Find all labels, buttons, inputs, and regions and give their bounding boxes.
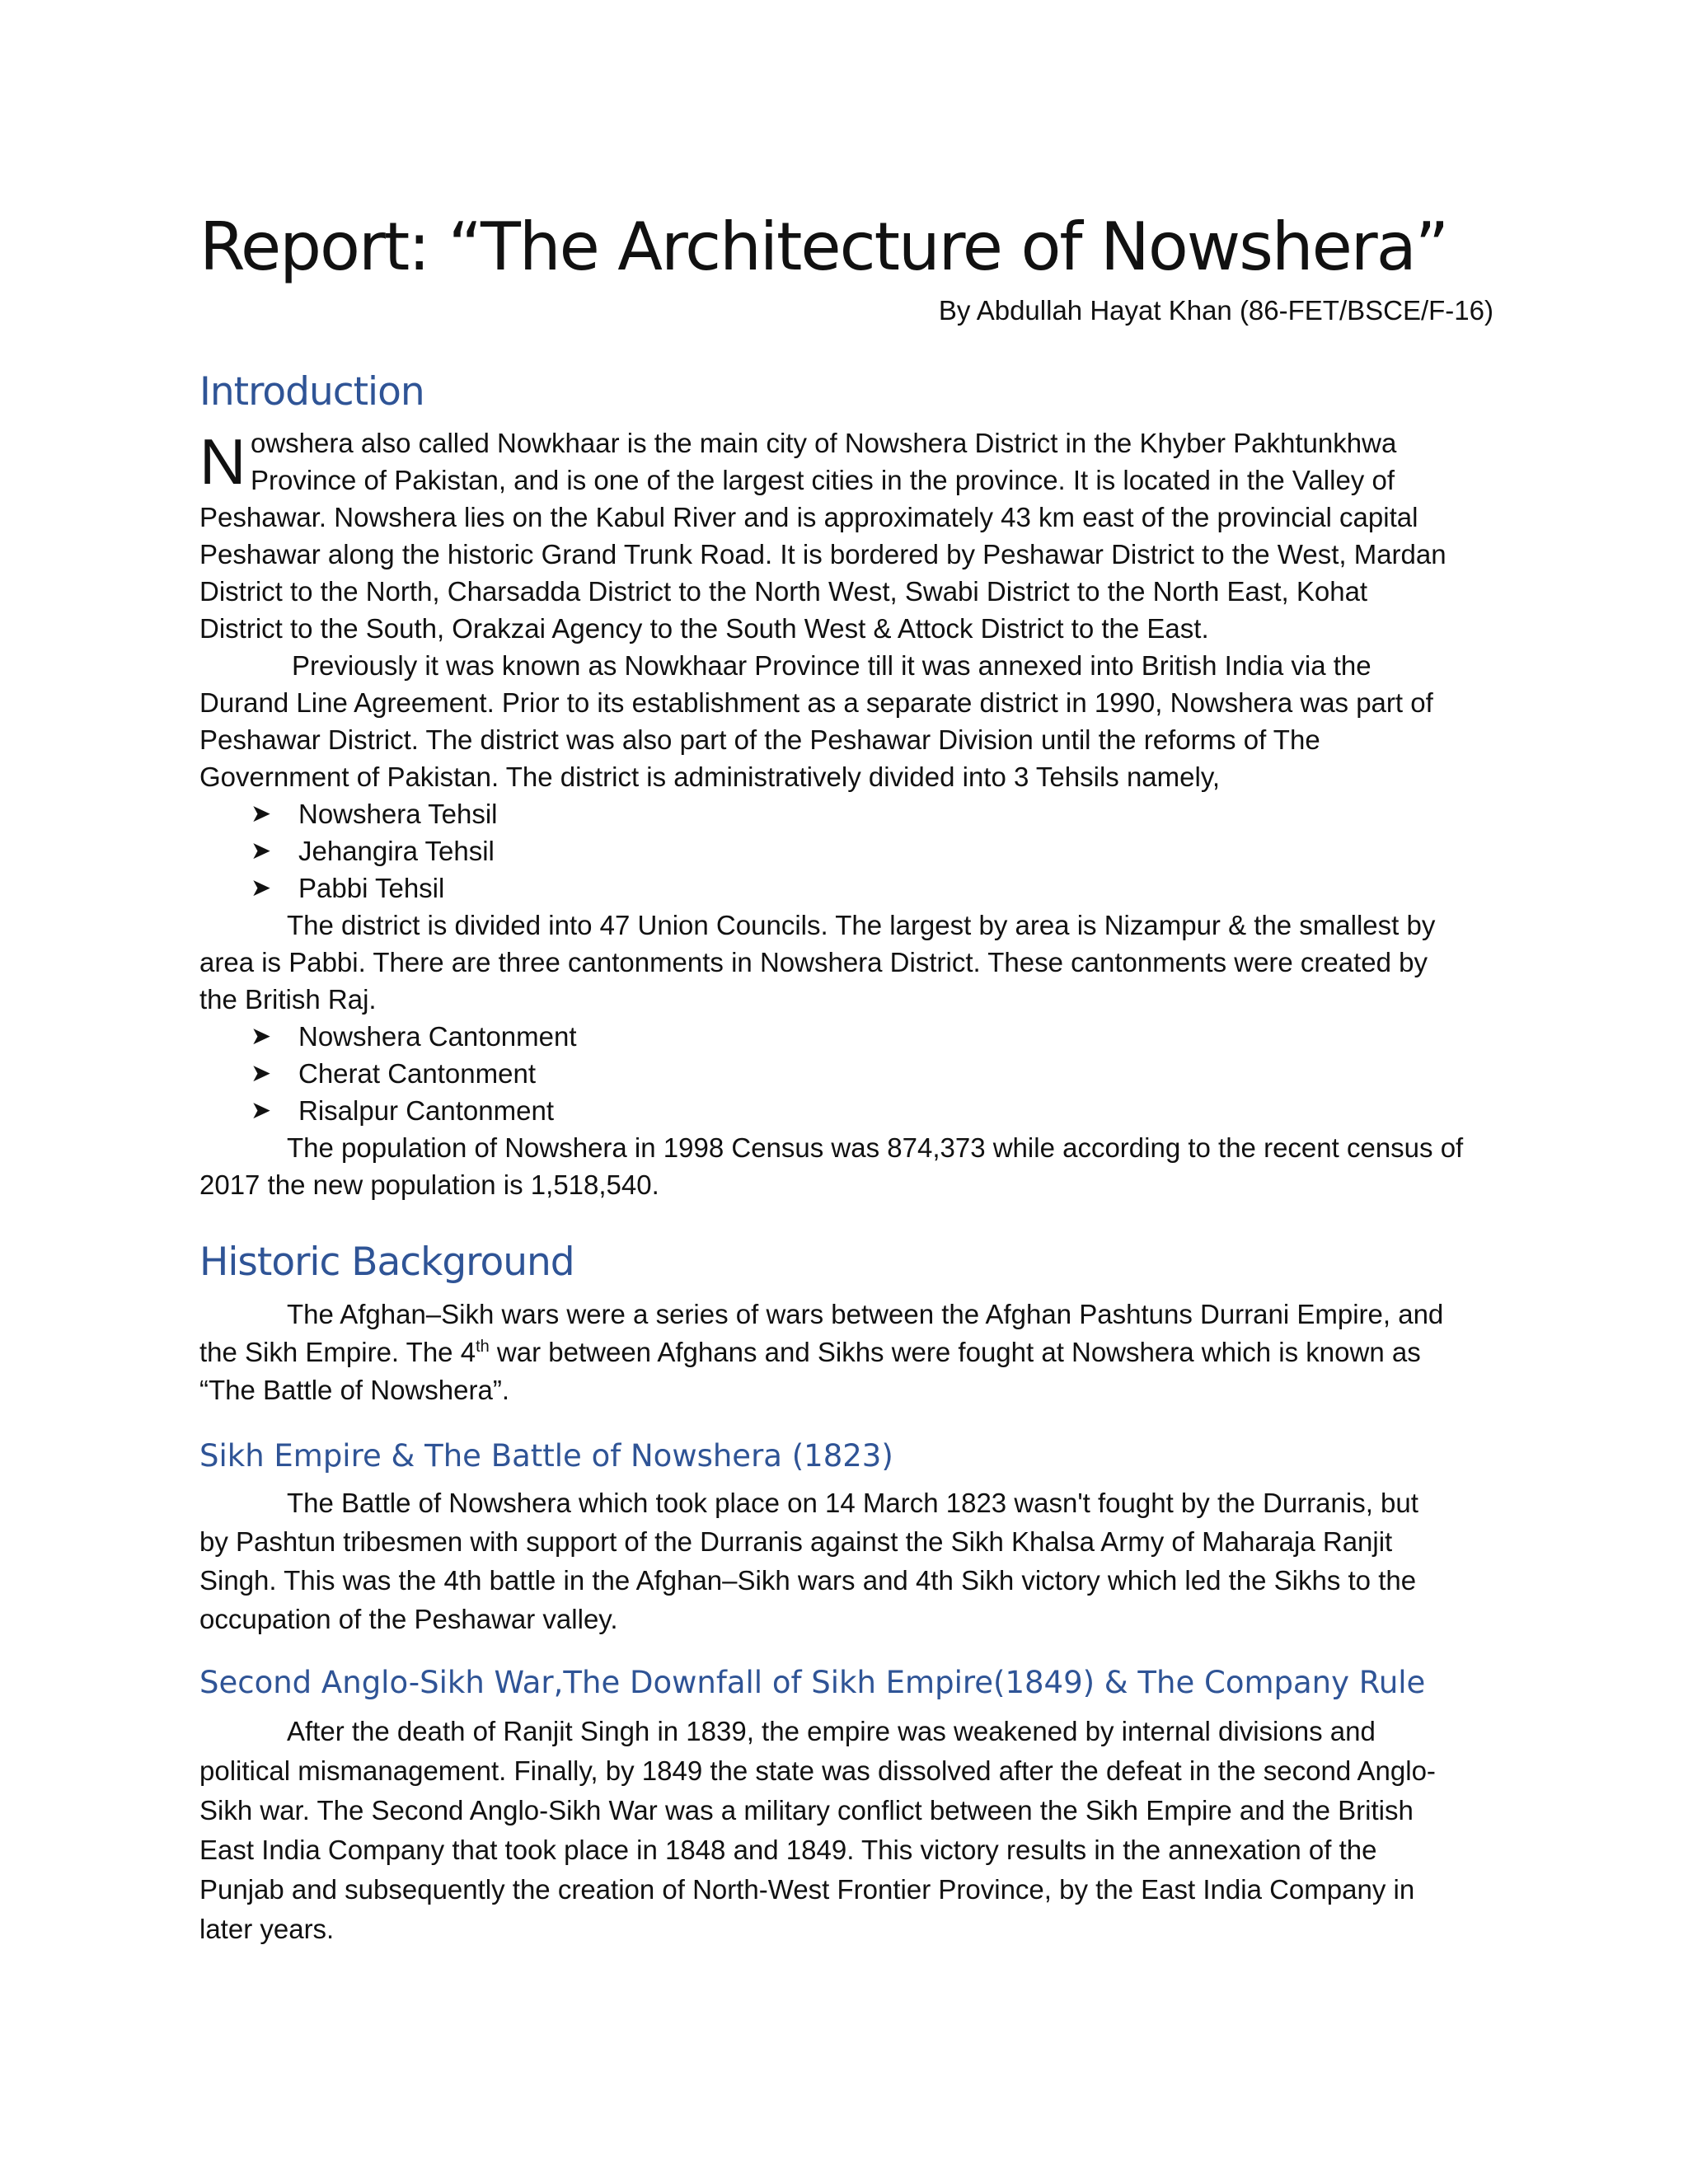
anglo-line: After the death of Ranjit Singh in 1839, the empire was weakened by internal divisions and <box>287 1716 1376 1746</box>
arrow-bullet-icon: ➤ <box>251 800 272 827</box>
arrow-bullet-icon: ➤ <box>251 874 272 902</box>
anglo-line: Sikh war. The Second Anglo-Sikh War was a military conflict between the Sikh Empire and the British <box>199 1795 1414 1825</box>
arrow-bullet-icon: ➤ <box>251 837 272 865</box>
intro-line: 2017 the new population is 1,518,540. <box>199 1169 659 1200</box>
anglo-line: East India Company that took place in 1848 and 1849. This victory results in the annexation of the <box>199 1835 1377 1865</box>
list-item: Cherat Cantonment <box>298 1058 536 1089</box>
anglo-line: political mismanagement. Finally, by 1849 the state was dissolved after the defeat in the second Anglo- <box>199 1755 1436 1786</box>
historic-line: The Afghan–Sikh wars were a series of wars between the Afghan Pashtuns Durrani Empire, and <box>287 1299 1444 1329</box>
intro-line: Durand Line Agreement. Prior to its establishment as a separate district in 1990, Nowshera was part of <box>199 687 1433 718</box>
anglo-line: later years. <box>199 1914 335 1944</box>
list-item: Jehangira Tehsil <box>298 836 495 866</box>
arrow-bullet-icon: ➤ <box>251 1097 272 1124</box>
intro-line: The district is divided into 47 Union Councils. The largest by area is Nizampur & the smallest by <box>287 910 1436 940</box>
anglo-line: Punjab and subsequently the creation of North-West Frontier Province, by the East India Company in <box>199 1874 1415 1905</box>
intro-line: The population of Nowshera in 1998 Census was 874,373 while according to the recent census of <box>287 1132 1464 1163</box>
list-item: Nowshera Cantonment <box>298 1021 577 1052</box>
intro-line: District to the North, Charsadda District to the North West, Swabi District to the North East, Kohat <box>199 576 1368 607</box>
introduction-heading: Introduction <box>199 369 424 415</box>
intro-line: Province of Pakistan, and is one of the largest cities in the province. It is located in the Valley of <box>251 465 1395 495</box>
battle-line: The Battle of Nowshera which took place on 14 March 1823 wasn't fought by the Durranis, but <box>287 1488 1418 1518</box>
battle-line: by Pashtun tribesmen with support of the Durranis against the Sikh Khalsa Army of Maharaja Ranjit <box>199 1526 1393 1557</box>
anglo-sikh-subheading: Second Anglo-Sikh War,The Downfall of Sikh Empire(1849) & The Company Rule <box>199 1665 1426 1700</box>
battle-subheading: Sikh Empire & The Battle of Nowshera (1823) <box>199 1438 893 1474</box>
intro-line: Peshawar along the historic Grand Trunk Road. It is bordered by Peshawar District to the West, Mardan <box>199 539 1447 569</box>
intro-line: Peshawar District. The district was also part of the Peshawar Division until the reforms of The <box>199 724 1320 755</box>
arrow-bullet-icon: ➤ <box>251 1060 272 1087</box>
battle-line: occupation of the Peshawar valley. <box>199 1604 618 1634</box>
intro-line: Previously it was known as Nowkhaar Province till it was annexed into British India via the <box>292 650 1372 681</box>
intro-line: owshera also called Nowkhaar is the main city of Nowshera District in the Khyber Pakhtunkhwa <box>251 428 1397 458</box>
list-item: Risalpur Cantonment <box>298 1095 554 1126</box>
arrow-bullet-icon: ➤ <box>251 1023 272 1050</box>
historic-background-heading: Historic Background <box>199 1240 574 1285</box>
report-title: Report: “The Architecture of Nowshera” <box>199 209 1448 285</box>
author-byline: By Abdullah Hayat Khan (86-FET/BSCE/F-16) <box>938 295 1493 326</box>
intro-line: Government of Pakistan. The district is administratively divided into 3 Tehsils namely, <box>199 762 1221 792</box>
drop-cap: N <box>199 425 246 498</box>
list-item: Nowshera Tehsil <box>298 799 498 829</box>
list-item: Pabbi Tehsil <box>298 873 445 903</box>
historic-line: “The Battle of Nowshera”. <box>199 1375 509 1405</box>
historic-line: the Sikh Empire. The 4th war between Afghans and Sikhs were fought at Nowshera which is known as <box>199 1337 1421 1367</box>
intro-line: the British Raj. <box>199 984 377 1015</box>
intro-line: District to the South, Orakzai Agency to the South West & Attock District to the East. <box>199 613 1209 644</box>
intro-line: area is Pabbi. There are three cantonments in Nowshera District. These cantonments were created by <box>199 947 1428 977</box>
battle-line: Singh. This was the 4th battle in the Afghan–Sikh wars and 4th Sikh victory which led the Sikhs to the <box>199 1565 1417 1596</box>
intro-line: Peshawar. Nowshera lies on the Kabul River and is approximately 43 km east of the provincial capital <box>199 502 1418 532</box>
